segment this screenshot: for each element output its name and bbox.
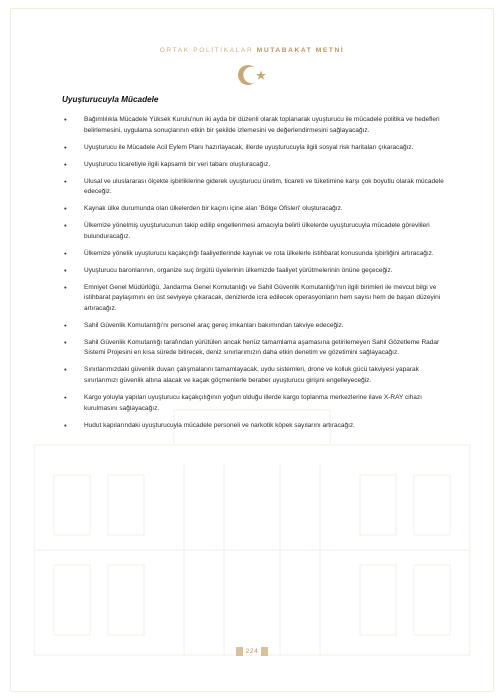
bullet-icon: • — [64, 282, 67, 292]
crescent-star-icon — [232, 62, 272, 88]
bullet-icon: • — [64, 420, 67, 430]
page-number-text: 224 — [245, 648, 259, 656]
bullet-icon: • — [64, 392, 67, 402]
list-item — [62, 143, 444, 154]
list-item-text: Kargo yoluyla yapılan uyuşturucu kaçakçılığının yoğun olduğu illerde kargo toplanma merkezlerine ilave X-RAY cihazı kurulmasını sağlayacağız. — [84, 393, 422, 412]
bullet-icon: • — [64, 176, 67, 186]
list-item — [62, 177, 444, 198]
building-watermark — [24, 405, 480, 660]
bullet-icon: • — [64, 365, 67, 375]
bullet-icon: • — [64, 115, 67, 124]
list-item — [62, 338, 444, 359]
list-item-text: Uyuşturucu ticaretiyle ilgili kapsamlı bir veri tabanı oluşturacağız. — [84, 160, 271, 168]
page-number — [0, 647, 504, 656]
list-item-text: Kaynak ülke durumunda olan ülkelerden bir kaçını içine alan 'Bölge Ofisleri' oluşturacağız. — [84, 205, 343, 213]
list-item-text: Bağımlılıkla Mücadele Yüksek Kurulu'nun iki ayda bir düzenli olarak toplanarak uyuşturucu ile mücadele politika ve hedefleri belirlemesini, uygulama sonuçlarının etkin bir şekilde izlemesini ve değerlendirmesini sağlayacağız. — [84, 116, 440, 134]
list-item-text: Uyuşturucu baronlarının, organize suç örgütü üyelerinin ülkemizde faaliyet yürütmelerinin önüne geçeceğiz. — [84, 266, 393, 274]
bullet-icon: • — [64, 337, 67, 347]
bullet-list — [62, 115, 444, 438]
list-item-text: Hudut kapılarındaki uyuşturucuyla mücadele personeli ve narkotik köpek sayılarını artıracağız. — [84, 421, 355, 429]
divider — [236, 647, 243, 656]
bullet-icon: • — [64, 159, 67, 169]
list-item — [62, 393, 444, 414]
list-item-text: Emniyet Genel Müdürlüğü, Jandarma Genel Komutanlığı ve Sahil Güvenlik Komutanlığı'nın ilgili birimleri ile mevcut bilgi ve istihbarat paylaşımını en üst seviyeye çıkaracak, denizlerde icra edilecek operasyonların hem sayısı hem de başarı düzeyini artıracağız. — [84, 283, 441, 312]
list-item — [62, 365, 444, 386]
list-item — [62, 221, 444, 242]
list-item — [62, 283, 444, 315]
list-item-text: Ulusal ve uluslararası ölçekte işbirliklerine giderek uyuşturucu üretim, ticareti ve tüketimine karşı çok boyutlu olarak mücadele edeceğiz. — [84, 177, 444, 196]
section-title: Uyuşturucuyla Mücadele — [62, 95, 159, 104]
list-item — [62, 249, 444, 260]
list-item — [62, 321, 444, 332]
list-item — [62, 266, 444, 277]
bullet-icon: • — [64, 142, 67, 152]
bullet-icon: • — [64, 248, 67, 258]
header-title-light: ORTAK POLİTİKALAR — [159, 47, 254, 54]
page-header — [0, 47, 504, 54]
bullet-icon: • — [64, 204, 67, 214]
header-title-bold: MUTABAKAT METNİ — [256, 47, 345, 54]
list-item — [62, 160, 444, 171]
list-item — [62, 421, 444, 432]
list-item-text: Sahil Güvenlik Komutanlığı'nı personel araç gereç imkanları bakımından takviye edeceğiz. — [84, 321, 344, 329]
bullet-icon: • — [64, 320, 67, 330]
bullet-icon: • — [64, 221, 67, 231]
list-item-text: Ülkemize yönelik uyuşturucu kaçakçılığı faaliyetlerinde kaynak ve rota ülkelerle istihbarat konusunda işbirliğini artıracağız. — [84, 249, 434, 257]
list-item-text: Uyuşturucu ile Mücadele Acil Eylem Planı hazırlayacak, illerde uyuşturucuyla ilgili sosyal risk haritaları çıkaracağız. — [84, 143, 414, 151]
list-item-text: Sınırlarımızdaki güvenlik duvarı çalışmalarını tamamlayacak, uydu sistemleri, drone ve kolluk gücü takviyesi yaparak sınırlarımızı güvenlik altına alacak ve kaçak göçmenlerle beraber uyuşturucu girişini engelleyeceğiz. — [84, 366, 419, 384]
list-item-text: Sahil Güvenlik Komutanlığı tarafından yürütülen ancak henüz tamamlama aşamasına getirilemeyen Sahil Gözetleme Radar Sistemi Projesini en kısa sürede bitirecek, deniz sınırlarımızın daha etkin denetim ve gözetimini sağlayacağız. — [84, 338, 440, 357]
list-item-text: Ülkemize yönelmiş uyuşturucunun takip edilip engellenmesi amacıyla belirli ülkelerde uyuşturucuyla mücadele görevlileri bulunduracağız. — [84, 222, 430, 240]
bullet-icon: • — [64, 265, 67, 275]
divider — [261, 647, 268, 656]
list-item — [62, 204, 444, 215]
list-item — [62, 115, 444, 136]
